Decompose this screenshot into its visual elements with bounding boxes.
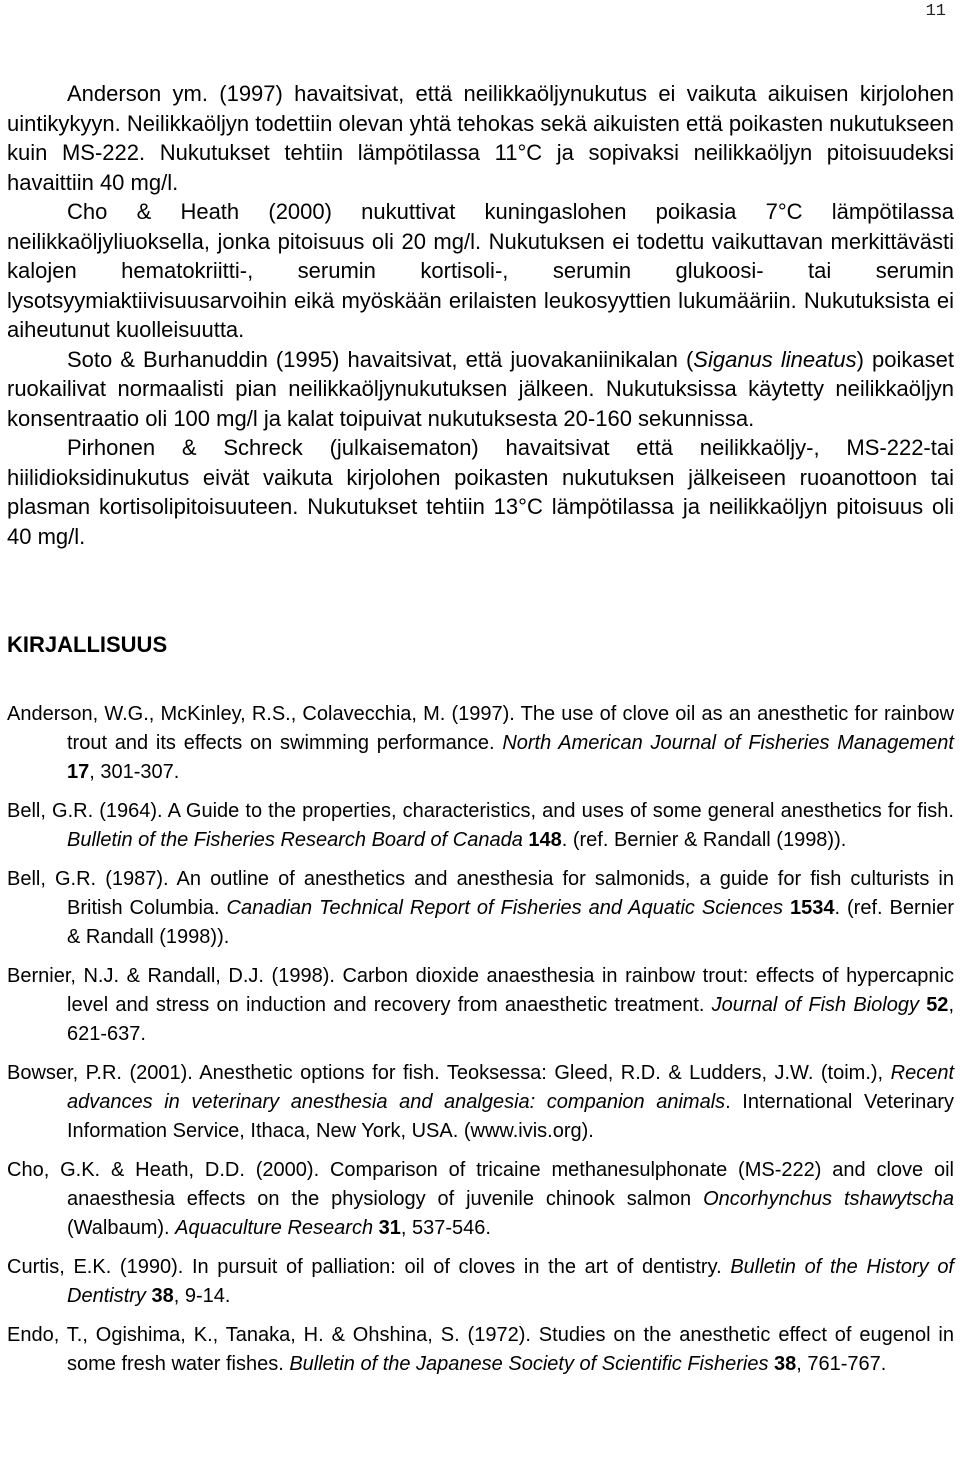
volume-number: 1534 — [789, 897, 835, 919]
volume-number: 38 — [151, 1285, 174, 1307]
volume-number: 148 — [528, 829, 562, 851]
italic-run: Siganus lineatus — [693, 346, 857, 372]
reference-cho-heath-2000 — [7, 1156, 954, 1243]
text-run: , 301-307. — [89, 761, 180, 783]
italic-run: Bulletin of the Japanese Society of Scientific Fisheries — [289, 1353, 769, 1375]
degree-symbol: ° — [777, 199, 787, 224]
italic-run: Bulletin of the Fisheries Research Board of Canada — [67, 829, 523, 851]
text-run: Pirhonen & Schreck (julkaisematon) havaitsivat että neilikkaöljy-, MS-222-tai hiilidioksidinukutus eivät vaikuta kirjolohen poikasten nukutuksen jälkeiseen ruoanottoon tai plasman kortisolipitoisuuteen. Nukutukset tehtiin 13 — [7, 435, 954, 519]
text-run: Bell, G.R. (1987). An outline of anesthetics and anesthesia for salmonids, a guide for fish culturists in British Columbia. — [7, 868, 954, 919]
references-heading: KIRJALLISUUS — [7, 632, 168, 657]
text-run: , 9-14. — [173, 1285, 231, 1307]
volume-number: 38 — [774, 1353, 797, 1375]
volume-number: 31 — [378, 1217, 401, 1239]
text-run — [783, 897, 790, 919]
text-run: Bell, G.R. (1964). A Guide to the properties, characteristics, and uses of some general anesthetics for fish. — [7, 800, 954, 822]
text-run: , 621-637. — [67, 994, 954, 1045]
paragraph-anderson — [7, 79, 954, 197]
text-run: . International Veterinary Information Service, Ithaca, New York, USA. (www.ivis.org). — [67, 1091, 955, 1142]
text-run: C lämpötilassa ja neilikkaöljyn pitoisuus oli 40 mg/l. — [7, 494, 954, 549]
text-run: (Walbaum). — [67, 1217, 176, 1239]
reference-curtis-1990 — [7, 1253, 954, 1311]
reference-bernier-randall-1998 — [7, 962, 954, 1049]
reference-list — [7, 700, 954, 1389]
italic-run: Canadian Technical Report of Fisheries and Aquatic Sciences — [226, 897, 784, 919]
text-run: , 537-546. — [400, 1217, 491, 1239]
text-run: Anderson, W.G., McKinley, R.S., Colavecchia, M. (1997). The use of clove oil as an anesthetic for rainbow trout and its effects on swimming performance. — [7, 703, 954, 754]
reference-bell-1964 — [7, 797, 954, 855]
italic-run: Bulletin of the History of Dentistry — [67, 1256, 954, 1307]
text-run: . (ref. Bernier & Randall (1998)). — [561, 829, 847, 851]
reference-bell-1987 — [7, 865, 954, 952]
text-run: C ja sopivaksi neilikkaöljyn pitoisuudeksi havaittiin 40 mg/l. — [7, 140, 954, 195]
degree-symbol: ° — [517, 140, 527, 165]
paragraph-soto-burhanuddin — [7, 345, 954, 434]
text-run: Soto & Burhanuddin (1995) havaitsivat, että juovakaniinikalan ( — [67, 346, 694, 372]
volume-number: 52 — [926, 994, 949, 1016]
text-run: C lämpötilassa neilikkaöljyliuoksella, jonka pitoisuus oli 20 mg/l. Nukutuksen ei todettu vaikuttavan merkittävästi kalojen hematokriitti-, serumin kortisoli-, serumin glukoosi- tai serumin lysotsyymiaktiivisuusarvoihin eikä myöskään erilaisten leukosyyttien lukumääriin. Nukutuksista ei aiheutunut kuolleisuutta. — [7, 199, 954, 342]
text-run: ) poikaset ruokailivat normaalisti pian neilikkaöljynukutuksen jälkeen. Nukutuksissa käytetty neilikkaöljyn konsentraatio oli 100 mg/l ja kalat toipuivat nukutuksesta 20-160 sekunnissa. — [7, 346, 954, 431]
text-run: Anderson ym. (1997) havaitsivat, että neilikkaöljynukutus ei vaikuta aikuisen kirjolohen uintikykyyn. Neilikkaöljyn todettiin olevan yhtä tehokas sekä aikuisten että poikasten nukutukseen kuin MS-222. Nukutukset tehtiin lämpötilassa 11 — [7, 81, 954, 165]
reference-anderson-1997 — [7, 700, 954, 787]
text-run: Bernier, N.J. & Randall, D.J. (1998). Carbon dioxide anaesthesia in rainbow trout: effects of hypercapnic level and stress on induction and recovery from anaesthetic treatment. — [7, 965, 954, 1016]
paragraph-cho-heath — [7, 197, 954, 345]
italic-run: North American Journal of Fisheries Management — [502, 732, 954, 754]
paragraph-pirhonen-schreck — [7, 433, 954, 551]
italic-run: Aquaculture Research — [175, 1217, 374, 1239]
reference-bowser-2001 — [7, 1059, 954, 1146]
italic-run: Oncorhynchus tshawytscha — [703, 1188, 955, 1210]
volume-number: 17 — [67, 761, 90, 783]
text-run: . (ref. Bernier & Randall (1998)). — [67, 897, 954, 948]
text-run: Cho & Heath (2000) nukuttivat kuningaslohen poikasia 7 — [67, 199, 778, 224]
text-run: Endo, T., Ogishima, K., Tanaka, H. & Ohshina, S. (1972). Studies on the anesthetic effect of eugenol in some fresh water fishes. — [7, 1324, 954, 1375]
body-text — [7, 79, 954, 551]
italic-run: Journal of Fish Biology — [711, 994, 919, 1016]
italic-run: Recent advances in veterinary anesthesia and analgesia: companion animals — [67, 1062, 954, 1113]
page-number: 11 — [925, 2, 946, 21]
text-run: Bowser, P.R. (2001). Anesthetic options for fish. Teoksessa: Gleed, R.D. & Ludders, J.W. (toim.), — [7, 1062, 891, 1084]
reference-endo-1972 — [7, 1321, 954, 1379]
text-run: Cho, G.K. & Heath, D.D. (2000). Comparison of tricaine methanesulphonate (MS-222) and clove oil anaesthesia effects on the physiology of juvenile chinook salmon — [7, 1159, 954, 1210]
text-run: Curtis, E.K. (1990). In pursuit of palliation: oil of cloves in the art of dentistry. — [7, 1256, 731, 1278]
degree-symbol: ° — [518, 494, 527, 519]
text-run: , 761-767. — [796, 1353, 887, 1375]
